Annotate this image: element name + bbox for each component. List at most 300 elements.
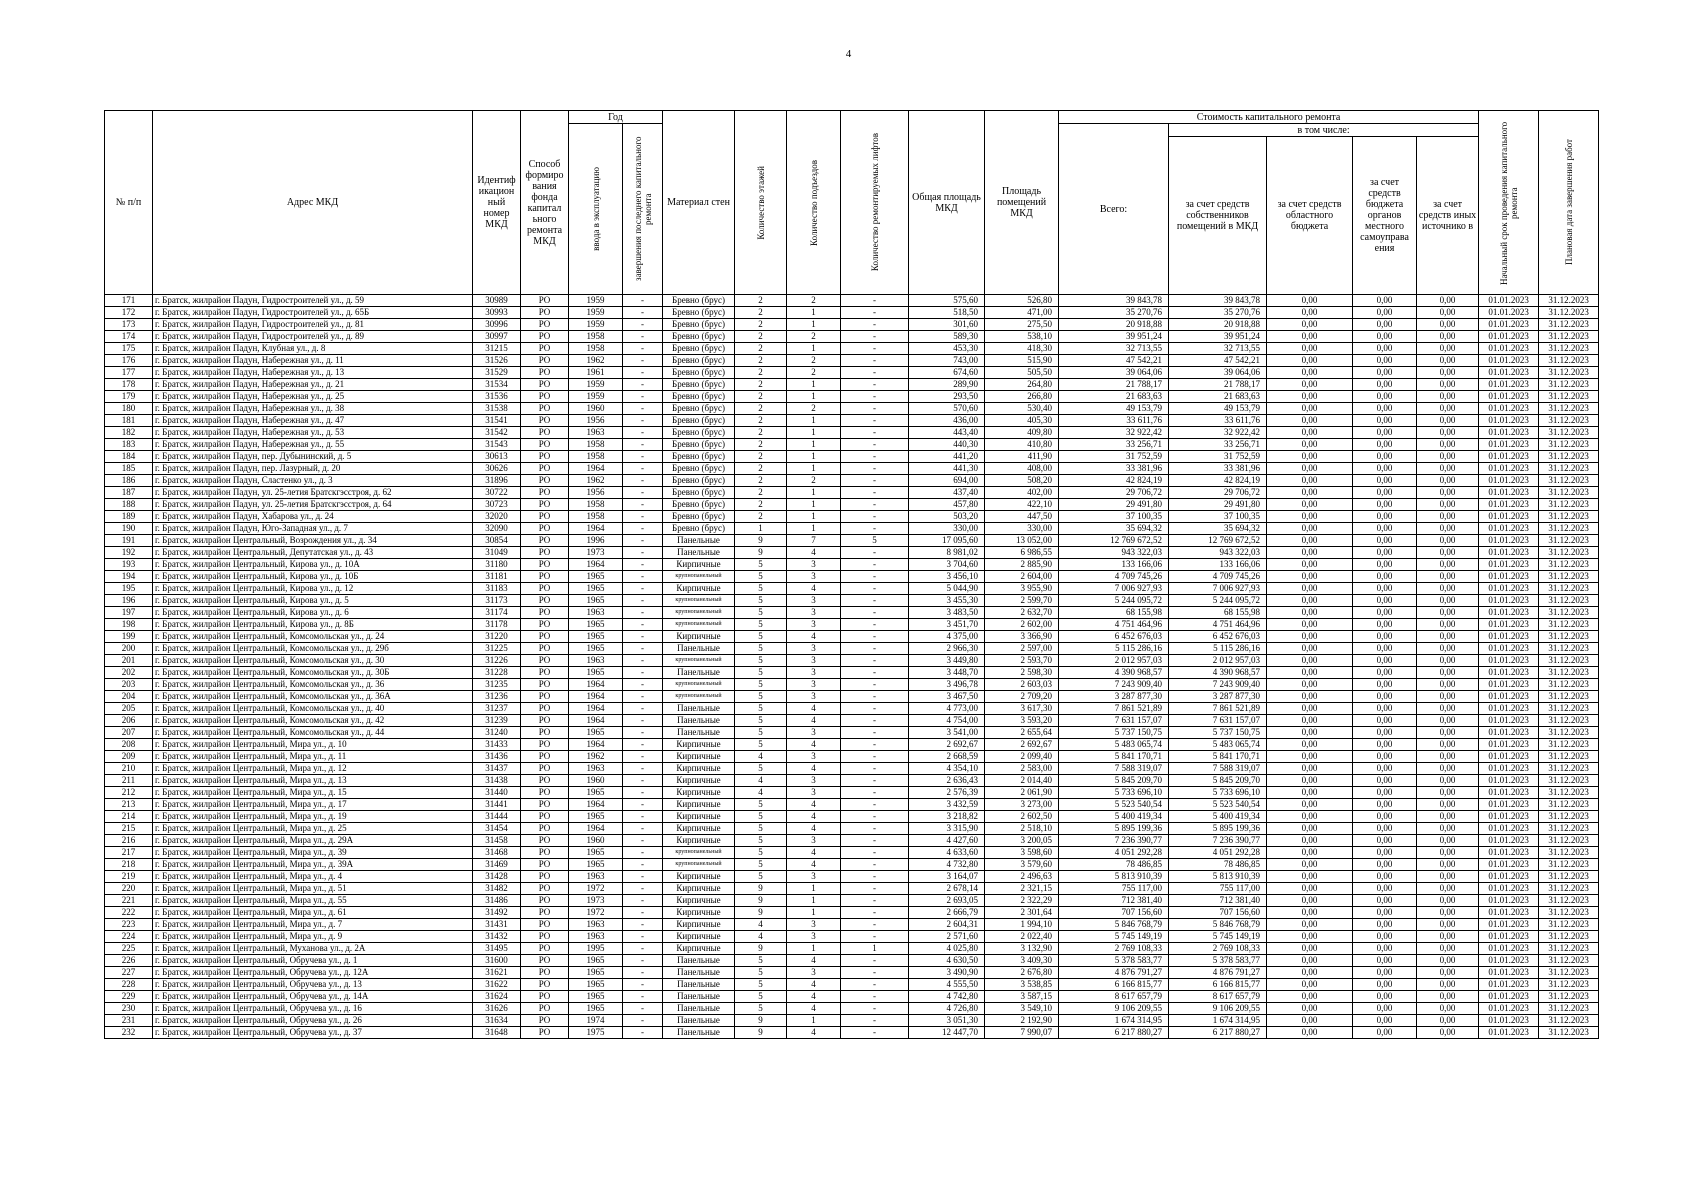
cell-method: РО — [521, 583, 569, 595]
cell-cost-local: 0,00 — [1353, 907, 1417, 919]
cell-end-date: 31.12.2023 — [1539, 319, 1599, 331]
cell-year-input: 1958 — [569, 343, 623, 355]
cell-cost-local: 0,00 — [1353, 463, 1417, 475]
cell-address: г. Братск, жилрайон Центральный, Комсомольская ул., д. 30Б — [153, 667, 473, 679]
cell-total-area: 4 773,00 — [909, 703, 985, 715]
cell-year-input: 1962 — [569, 355, 623, 367]
cell-material: Кирпичные — [663, 895, 735, 907]
cell-id: 30722 — [473, 487, 521, 499]
cell-premises-area: 2 321,15 — [985, 883, 1059, 895]
cell-n: 210 — [105, 763, 153, 775]
cell-entrances: 1 — [787, 451, 841, 463]
cell-material: Панельные — [663, 715, 735, 727]
cell-cost-total: 6 452 676,03 — [1059, 631, 1169, 643]
cell-end-date: 31.12.2023 — [1539, 643, 1599, 655]
cell-start-date: 01.01.2023 — [1479, 439, 1539, 451]
cell-year-input: 1973 — [569, 547, 623, 559]
table-row — [105, 571, 1599, 583]
cell-cost-total: 68 155,98 — [1059, 607, 1169, 619]
cell-address: г. Братск, жилрайон Центральный, Возрождения ул., д. 34 — [153, 535, 473, 547]
cell-floors: 5 — [735, 679, 787, 691]
cell-id: 31534 — [473, 379, 521, 391]
cell-start-date: 01.01.2023 — [1479, 487, 1539, 499]
cell-cost-owners: 68 155,98 — [1169, 607, 1267, 619]
cell-material: Бревно (брус) — [663, 319, 735, 331]
cell-cost-local: 0,00 — [1353, 379, 1417, 391]
cell-n: 228 — [105, 979, 153, 991]
cell-total-area: 3 704,60 — [909, 559, 985, 571]
cell-cost-total: 9 106 209,55 — [1059, 1003, 1169, 1015]
cell-floors: 2 — [735, 475, 787, 487]
cell-cost-owners: 7 588 319,07 — [1169, 763, 1267, 775]
header-method: Способ формиро вания фонда капитал ьного ремонта МКД — [521, 111, 569, 295]
cell-cost-regional: 0,00 — [1267, 979, 1353, 991]
cell-address: г. Братск, жилрайон Падун, пер. Дубынинский, д. 5 — [153, 451, 473, 463]
cell-entrances: 4 — [787, 715, 841, 727]
cell-year-input: 1962 — [569, 475, 623, 487]
cell-cost-total: 32 922,42 — [1059, 427, 1169, 439]
cell-cost-total: 31 752,59 — [1059, 451, 1169, 463]
cell-id: 31458 — [473, 835, 521, 847]
cell-floors: 5 — [735, 559, 787, 571]
cell-cost-other: 0,00 — [1417, 763, 1479, 775]
cell-start-date: 01.01.2023 — [1479, 859, 1539, 871]
cell-id: 31181 — [473, 571, 521, 583]
cell-address: г. Братск, жилрайон Центральный, Кирова ул., д. 10Б — [153, 571, 473, 583]
cell-premises-area: 2 602,50 — [985, 811, 1059, 823]
cell-method: РО — [521, 775, 569, 787]
cell-cost-owners: 7 243 909,40 — [1169, 679, 1267, 691]
cell-start-date: 01.01.2023 — [1479, 931, 1539, 943]
cell-total-area: 441,30 — [909, 463, 985, 475]
cell-entrances: 1 — [787, 391, 841, 403]
cell-floors: 2 — [735, 463, 787, 475]
cell-start-date: 01.01.2023 — [1479, 979, 1539, 991]
cell-year-input: 1965 — [569, 571, 623, 583]
cell-lifts: - — [841, 955, 909, 967]
cell-n: 199 — [105, 631, 153, 643]
cell-start-date: 01.01.2023 — [1479, 343, 1539, 355]
cell-lifts: - — [841, 619, 909, 631]
cell-id: 31240 — [473, 727, 521, 739]
cell-floors: 5 — [735, 607, 787, 619]
cell-entrances: 1 — [787, 343, 841, 355]
cell-id: 31622 — [473, 979, 521, 991]
cell-cost-regional: 0,00 — [1267, 775, 1353, 787]
cell-year-input: 1963 — [569, 763, 623, 775]
cell-cost-regional: 0,00 — [1267, 583, 1353, 595]
cell-cost-regional: 0,00 — [1267, 991, 1353, 1003]
cell-end-date: 31.12.2023 — [1539, 823, 1599, 835]
header-cost-other: за счет средств иных источнико в — [1417, 137, 1479, 295]
cell-cost-other: 0,00 — [1417, 547, 1479, 559]
cell-address: г. Братск, жилрайон Центральный, Обручева ул., д. 26 — [153, 1015, 473, 1027]
cell-cost-total: 2 769 108,33 — [1059, 943, 1169, 955]
cell-cost-other: 0,00 — [1417, 847, 1479, 859]
cell-premises-area: 2 604,00 — [985, 571, 1059, 583]
cell-cost-owners: 5 737 150,75 — [1169, 727, 1267, 739]
cell-premises-area: 410,80 — [985, 439, 1059, 451]
cell-year-last: - — [623, 1003, 663, 1015]
cell-start-date: 01.01.2023 — [1479, 1015, 1539, 1027]
cell-lifts: - — [841, 643, 909, 655]
cell-entrances: 1 — [787, 511, 841, 523]
cell-year-last: - — [623, 367, 663, 379]
cell-material: Кирпичные — [663, 907, 735, 919]
cell-material: Кирпичные — [663, 799, 735, 811]
cell-premises-area: 3 132,90 — [985, 943, 1059, 955]
cell-cost-other: 0,00 — [1417, 379, 1479, 391]
cell-material: Панельные — [663, 643, 735, 655]
cell-total-area: 4 025,80 — [909, 943, 985, 955]
cell-method: РО — [521, 439, 569, 451]
cell-cost-local: 0,00 — [1353, 403, 1417, 415]
cell-material: крупнопанельный — [663, 619, 735, 631]
cell-end-date: 31.12.2023 — [1539, 463, 1599, 475]
cell-cost-other: 0,00 — [1417, 523, 1479, 535]
cell-cost-local: 0,00 — [1353, 619, 1417, 631]
header-cost-group: Стоимость капитального ремонта — [1059, 111, 1479, 124]
cell-cost-total: 5 244 095,72 — [1059, 595, 1169, 607]
cell-method: РО — [521, 547, 569, 559]
cell-cost-owners: 6 217 880,27 — [1169, 1027, 1267, 1039]
cell-id: 31626 — [473, 1003, 521, 1015]
cell-entrances: 2 — [787, 367, 841, 379]
cell-start-date: 01.01.2023 — [1479, 415, 1539, 427]
cell-lifts: - — [841, 607, 909, 619]
cell-start-date: 01.01.2023 — [1479, 871, 1539, 883]
cell-material: Панельные — [663, 667, 735, 679]
cell-floors: 5 — [735, 811, 787, 823]
cell-address: г. Братск, жилрайон Центральный, Мира ул., д. 39А — [153, 859, 473, 871]
cell-method: РО — [521, 367, 569, 379]
cell-year-last: - — [623, 787, 663, 799]
cell-year-last: - — [623, 871, 663, 883]
cell-material: Кирпичные — [663, 823, 735, 835]
cell-id: 31215 — [473, 343, 521, 355]
cell-cost-regional: 0,00 — [1267, 487, 1353, 499]
cell-lifts: - — [841, 895, 909, 907]
capital-repair-table — [104, 110, 1599, 1039]
cell-entrances: 4 — [787, 955, 841, 967]
cell-cost-owners: 7 236 390,77 — [1169, 835, 1267, 847]
cell-lifts: - — [841, 907, 909, 919]
cell-start-date: 01.01.2023 — [1479, 967, 1539, 979]
cell-cost-other: 0,00 — [1417, 475, 1479, 487]
cell-cost-owners: 2 769 108,33 — [1169, 943, 1267, 955]
cell-id: 31526 — [473, 355, 521, 367]
cell-premises-area: 2 583,00 — [985, 763, 1059, 775]
cell-cost-other: 0,00 — [1417, 487, 1479, 499]
cell-floors: 2 — [735, 427, 787, 439]
cell-end-date: 31.12.2023 — [1539, 763, 1599, 775]
table-row — [105, 1015, 1599, 1027]
cell-cost-regional: 0,00 — [1267, 1027, 1353, 1039]
cell-year-last: - — [623, 979, 663, 991]
cell-entrances: 2 — [787, 295, 841, 307]
cell-n: 187 — [105, 487, 153, 499]
header-start-date — [1479, 111, 1539, 295]
cell-entrances: 1 — [787, 907, 841, 919]
cell-entrances: 4 — [787, 859, 841, 871]
cell-cost-owners: 5 895 199,36 — [1169, 823, 1267, 835]
cell-lifts: - — [841, 367, 909, 379]
cell-cost-owners: 12 769 672,52 — [1169, 535, 1267, 547]
cell-address: г. Братск, жилрайон Центральный, Кирова ул., д. 8Б — [153, 619, 473, 631]
cell-premises-area: 266,80 — [985, 391, 1059, 403]
cell-cost-owners: 21 683,63 — [1169, 391, 1267, 403]
cell-end-date: 31.12.2023 — [1539, 727, 1599, 739]
cell-year-input: 1958 — [569, 499, 623, 511]
cell-n: 205 — [105, 703, 153, 715]
cell-total-area: 3 449,80 — [909, 655, 985, 667]
cell-cost-regional: 0,00 — [1267, 631, 1353, 643]
cell-cost-regional: 0,00 — [1267, 535, 1353, 547]
header-start-date-label: Начальный срок проведения капитального ремонта — [1498, 120, 1519, 285]
cell-start-date: 01.01.2023 — [1479, 655, 1539, 667]
cell-n: 203 — [105, 679, 153, 691]
cell-cost-regional: 0,00 — [1267, 703, 1353, 715]
cell-lifts: - — [841, 691, 909, 703]
cell-end-date: 31.12.2023 — [1539, 391, 1599, 403]
cell-method: РО — [521, 859, 569, 871]
cell-cost-owners: 8 617 657,79 — [1169, 991, 1267, 1003]
cell-address: г. Братск, жилрайон Падун, Клубная ул., д. 8 — [153, 343, 473, 355]
cell-total-area: 3 315,90 — [909, 823, 985, 835]
cell-cost-regional: 0,00 — [1267, 511, 1353, 523]
cell-cost-regional: 0,00 — [1267, 955, 1353, 967]
cell-floors: 2 — [735, 331, 787, 343]
cell-method: РО — [521, 523, 569, 535]
cell-floors: 2 — [735, 391, 787, 403]
cell-cost-owners: 39 843,78 — [1169, 295, 1267, 307]
cell-cost-local: 0,00 — [1353, 559, 1417, 571]
cell-cost-regional: 0,00 — [1267, 811, 1353, 823]
cell-method: РО — [521, 487, 569, 499]
cell-entrances: 4 — [787, 991, 841, 1003]
cell-premises-area: 3 579,60 — [985, 859, 1059, 871]
cell-n: 177 — [105, 367, 153, 379]
cell-cost-total: 47 542,21 — [1059, 355, 1169, 367]
cell-year-input: 1965 — [569, 583, 623, 595]
cell-method: РО — [521, 871, 569, 883]
cell-year-input: 1956 — [569, 415, 623, 427]
cell-cost-other: 0,00 — [1417, 319, 1479, 331]
cell-floors: 5 — [735, 859, 787, 871]
cell-cost-owners: 31 752,59 — [1169, 451, 1267, 463]
header-cost-incl: в том числе: — [1169, 124, 1479, 137]
cell-material: Панельные — [663, 979, 735, 991]
cell-floors: 5 — [735, 703, 787, 715]
cell-cost-total: 5 523 540,54 — [1059, 799, 1169, 811]
cell-floors: 2 — [735, 319, 787, 331]
cell-lifts: - — [841, 355, 909, 367]
cell-cost-other: 0,00 — [1417, 451, 1479, 463]
cell-cost-local: 0,00 — [1353, 859, 1417, 871]
cell-cost-total: 2 012 957,03 — [1059, 655, 1169, 667]
cell-premises-area: 2 885,90 — [985, 559, 1059, 571]
cell-cost-owners: 755 117,00 — [1169, 883, 1267, 895]
cell-method: РО — [521, 607, 569, 619]
cell-end-date: 31.12.2023 — [1539, 607, 1599, 619]
cell-end-date: 31.12.2023 — [1539, 835, 1599, 847]
cell-lifts: - — [841, 379, 909, 391]
cell-lifts: - — [841, 763, 909, 775]
header-year-input-label: ввода в эксплуатацию — [590, 167, 601, 251]
cell-lifts: - — [841, 571, 909, 583]
cell-premises-area: 3 200,05 — [985, 835, 1059, 847]
cell-method: РО — [521, 823, 569, 835]
cell-cost-owners: 39 064,06 — [1169, 367, 1267, 379]
cell-address: г. Братск, жилрайон Падун, Набережная ул., д. 47 — [153, 415, 473, 427]
cell-year-input: 1959 — [569, 319, 623, 331]
header-total-area: Общая площадь МКД — [909, 111, 985, 295]
cell-cost-other: 0,00 — [1417, 367, 1479, 379]
cell-premises-area: 2 599,70 — [985, 595, 1059, 607]
cell-cost-regional: 0,00 — [1267, 451, 1353, 463]
cell-cost-regional: 0,00 — [1267, 607, 1353, 619]
cell-floors: 9 — [735, 1027, 787, 1039]
header-year-last-label: завершения последнего капитального ремонта — [632, 136, 653, 282]
cell-method: РО — [521, 307, 569, 319]
table-row — [105, 907, 1599, 919]
table-row — [105, 823, 1599, 835]
cell-cost-regional: 0,00 — [1267, 787, 1353, 799]
cell-year-input: 1959 — [569, 391, 623, 403]
cell-cost-total: 5 115 286,16 — [1059, 643, 1169, 655]
cell-year-last: - — [623, 595, 663, 607]
cell-cost-total: 7 631 157,07 — [1059, 715, 1169, 727]
cell-cost-total: 5 846 768,79 — [1059, 919, 1169, 931]
cell-id: 30996 — [473, 319, 521, 331]
cell-cost-local: 0,00 — [1353, 955, 1417, 967]
cell-cost-local: 0,00 — [1353, 511, 1417, 523]
cell-lifts: - — [841, 871, 909, 883]
cell-cost-other: 0,00 — [1417, 715, 1479, 727]
cell-cost-regional: 0,00 — [1267, 823, 1353, 835]
cell-premises-area: 3 409,30 — [985, 955, 1059, 967]
cell-n: 180 — [105, 403, 153, 415]
cell-entrances: 2 — [787, 331, 841, 343]
cell-start-date: 01.01.2023 — [1479, 499, 1539, 511]
header-floors-label: Количество этажей — [755, 165, 766, 240]
cell-year-input: 1965 — [569, 811, 623, 823]
table-row — [105, 679, 1599, 691]
cell-total-area: 3 218,82 — [909, 811, 985, 823]
cell-start-date: 01.01.2023 — [1479, 643, 1539, 655]
cell-material: Панельные — [663, 955, 735, 967]
cell-method: РО — [521, 331, 569, 343]
cell-method: РО — [521, 475, 569, 487]
table-row — [105, 727, 1599, 739]
cell-n: 221 — [105, 895, 153, 907]
cell-floors: 5 — [735, 643, 787, 655]
table-row — [105, 403, 1599, 415]
cell-material: Бревно (брус) — [663, 343, 735, 355]
cell-lifts: - — [841, 415, 909, 427]
cell-premises-area: 526,80 — [985, 295, 1059, 307]
cell-cost-other: 0,00 — [1417, 751, 1479, 763]
cell-total-area: 436,00 — [909, 415, 985, 427]
cell-method: РО — [521, 631, 569, 643]
cell-cost-local: 0,00 — [1353, 367, 1417, 379]
cell-end-date: 31.12.2023 — [1539, 655, 1599, 667]
cell-end-date: 31.12.2023 — [1539, 859, 1599, 871]
cell-material: Кирпичные — [663, 775, 735, 787]
cell-premises-area: 505,50 — [985, 367, 1059, 379]
cell-total-area: 3 496,78 — [909, 679, 985, 691]
cell-total-area: 330,00 — [909, 523, 985, 535]
cell-material: Панельные — [663, 991, 735, 1003]
cell-total-area: 2 666,79 — [909, 907, 985, 919]
cell-year-input: 1965 — [569, 847, 623, 859]
cell-n: 172 — [105, 307, 153, 319]
cell-material: Бревно (брус) — [663, 295, 735, 307]
cell-start-date: 01.01.2023 — [1479, 895, 1539, 907]
cell-n: 191 — [105, 535, 153, 547]
cell-id: 31438 — [473, 775, 521, 787]
cell-total-area: 575,60 — [909, 295, 985, 307]
cell-address: г. Братск, жилрайон Падун, Гидростроителей ул., д. 59 — [153, 295, 473, 307]
cell-cost-total: 29 706,72 — [1059, 487, 1169, 499]
cell-method: РО — [521, 355, 569, 367]
cell-end-date: 31.12.2023 — [1539, 895, 1599, 907]
cell-cost-owners: 42 824,19 — [1169, 475, 1267, 487]
cell-cost-other: 0,00 — [1417, 607, 1479, 619]
header-n: № п/п — [105, 111, 153, 295]
cell-total-area: 5 044,90 — [909, 583, 985, 595]
cell-cost-other: 0,00 — [1417, 415, 1479, 427]
cell-end-date: 31.12.2023 — [1539, 595, 1599, 607]
cell-floors: 4 — [735, 919, 787, 931]
cell-material: Кирпичные — [663, 631, 735, 643]
cell-material: Кирпичные — [663, 763, 735, 775]
cell-id: 31174 — [473, 607, 521, 619]
cell-floors: 5 — [735, 835, 787, 847]
cell-material: Кирпичные — [663, 811, 735, 823]
cell-year-last: - — [623, 475, 663, 487]
cell-floors: 5 — [735, 955, 787, 967]
cell-cost-local: 0,00 — [1353, 667, 1417, 679]
cell-address: г. Братск, жилрайон Центральный, Муханова ул., д. 2А — [153, 943, 473, 955]
cell-material: Кирпичные — [663, 943, 735, 955]
cell-end-date: 31.12.2023 — [1539, 451, 1599, 463]
cell-material: Бревно (брус) — [663, 463, 735, 475]
cell-start-date: 01.01.2023 — [1479, 451, 1539, 463]
cell-premises-area: 2 602,00 — [985, 619, 1059, 631]
cell-cost-owners: 6 452 676,03 — [1169, 631, 1267, 643]
cell-cost-local: 0,00 — [1353, 439, 1417, 451]
cell-address: г. Братск, жилрайон Центральный, Мира ул., д. 51 — [153, 883, 473, 895]
cell-lifts: - — [841, 307, 909, 319]
cell-total-area: 3 541,00 — [909, 727, 985, 739]
cell-end-date: 31.12.2023 — [1539, 811, 1599, 823]
cell-lifts: - — [841, 811, 909, 823]
cell-n: 189 — [105, 511, 153, 523]
cell-cost-local: 0,00 — [1353, 499, 1417, 511]
cell-floors: 9 — [735, 907, 787, 919]
cell-id: 31492 — [473, 907, 521, 919]
table-row — [105, 499, 1599, 511]
cell-cost-total: 4 876 791,27 — [1059, 967, 1169, 979]
cell-end-date: 31.12.2023 — [1539, 883, 1599, 895]
cell-year-last: - — [623, 763, 663, 775]
cell-year-last: - — [623, 403, 663, 415]
cell-cost-total: 712 381,40 — [1059, 895, 1169, 907]
cell-id: 31428 — [473, 871, 521, 883]
cell-total-area: 694,00 — [909, 475, 985, 487]
cell-year-last: - — [623, 643, 663, 655]
